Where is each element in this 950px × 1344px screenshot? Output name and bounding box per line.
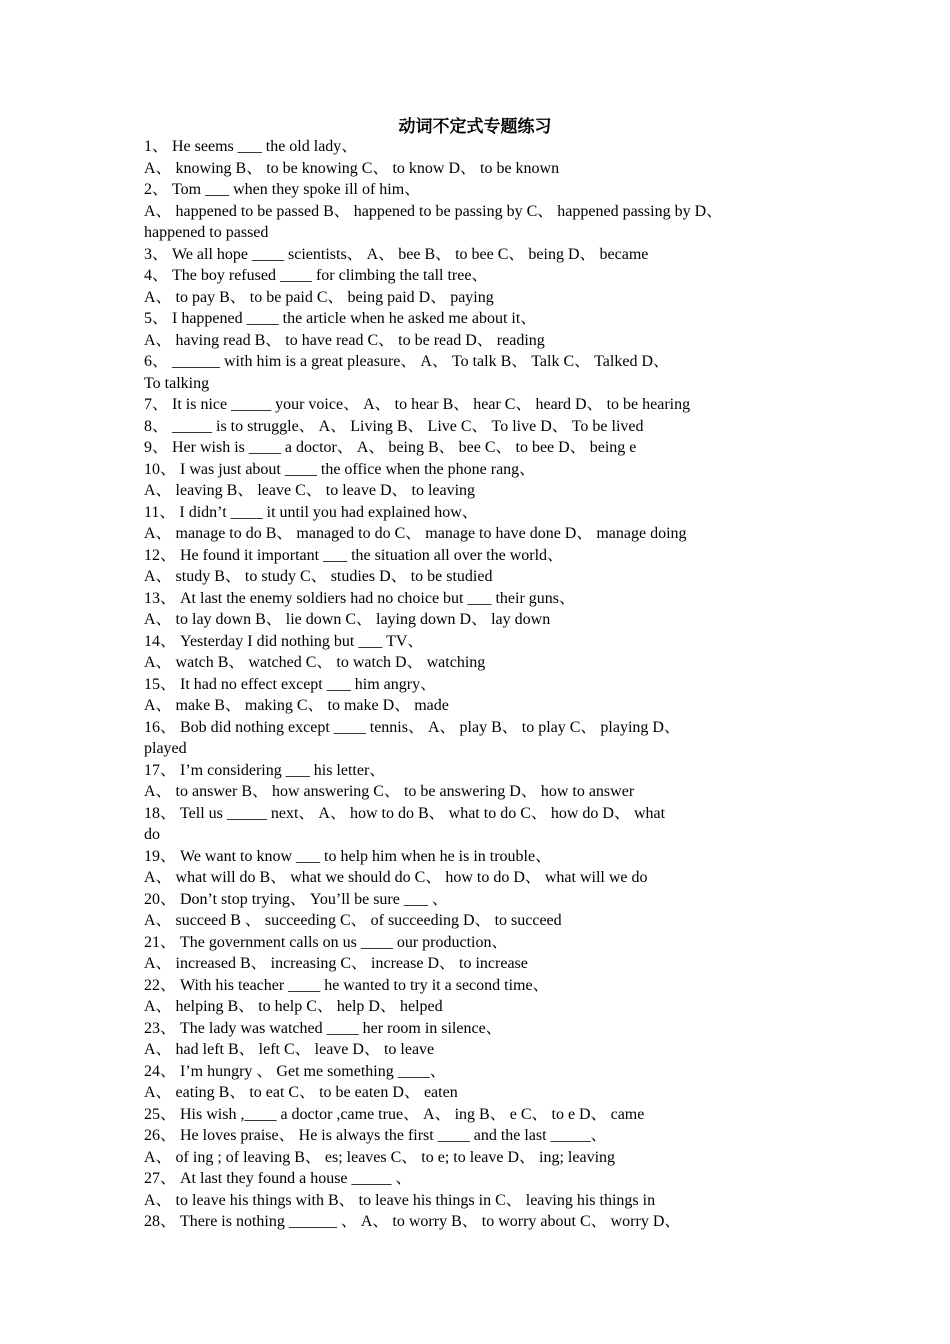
text-line: A、 having read B、 to have read C、 to be read D、 reading: [144, 331, 545, 349]
text-line: 17、 I’m considering ___ his letter、: [144, 761, 386, 779]
text-line: 4、 The boy refused ____ for climbing the tall tree、: [144, 267, 488, 284]
text-line: 23、 The lady was watched ____ her room in silence、: [144, 1019, 502, 1037]
text-line: 28、 There is nothing ______ 、 A、 to worry B、 to worry about C、 worry D、: [144, 1213, 681, 1230]
text-line: 14、 Yesterday I did nothing but ___ TV、: [144, 632, 424, 650]
text-line: 12、 He found it important ___ the situation all over the world、: [144, 546, 564, 564]
text-line: 21、 The government calls on us ____ our production、: [144, 933, 508, 951]
text-line: 13、 At last the enemy soldiers had no choice but ___ their guns、: [144, 589, 576, 607]
text-line: 8、 _____ is to struggle、 A、 Living B、 Live C、 To live D、 To be lived: [144, 417, 644, 435]
text-line: 18、 Tell us _____ next、 A、 how to do B、 what to do C、 how do D、 what: [144, 804, 666, 822]
text-line: 5、 I happened ____ the article when he asked me about it、: [144, 310, 537, 327]
text-line: 27、 At last they found a house _____ 、: [144, 1170, 412, 1187]
text-line: A、 knowing B、 to be knowing C、 to know D、 to be known: [144, 159, 560, 177]
text-line: A、 make B、 making C、 to make D、 made: [144, 697, 449, 714]
text-line: A、 to lay down B、 lie down C、 laying down D、 lay down: [144, 611, 551, 628]
page-title: 动词不定式专题练习: [398, 117, 552, 136]
text-line: A、 watch B、 watched C、 to watch D、 watching: [144, 654, 486, 671]
text-line: A、 to pay B、 to be paid C、 being paid D、 paying: [144, 288, 494, 306]
text-line: played: [144, 740, 187, 757]
text-line: A、 study B、 to study C、 studies D、 to be studied: [144, 568, 493, 585]
text-line: A、 had left B、 left C、 leave D、 to leave: [144, 1041, 435, 1058]
text-line: 19、 We want to know ___ to help him when he is in trouble、: [144, 847, 552, 865]
text-line: A、 manage to do B、 managed to do C、 manage to have done D、 manage doing: [144, 525, 687, 542]
text-line: A、 helping B、 to help C、 help D、 helped: [144, 998, 443, 1015]
text-line: A、 to leave his things with B、 to leave his things in C、 leaving his things in: [144, 1191, 656, 1209]
text-line: 3、 We all hope ____ scientists、 A、 bee B、 to bee C、 being D、 became: [144, 245, 649, 263]
text-line: 6、 ______ with him is a great pleasure、 A、 To talk B、 Talk C、 Talked D、: [144, 353, 670, 370]
text-line: happened to passed: [144, 224, 269, 241]
text-line: A、 to answer B、 how answering C、 to be answering D、 how to answer: [144, 783, 635, 800]
text-line: A、 what will do B、 what we should do C、 how to do D、 what will we do: [144, 869, 648, 886]
text-line: 25、 His wish ,____ a doctor ,came true、 A、 ing B、 e C、 to e D、 came: [144, 1105, 645, 1123]
text-line: To talking: [144, 374, 210, 392]
text-line: A、 leaving B、 leave C、 to leave D、 to leaving: [144, 482, 476, 499]
text-line: 11、 I didn’t ____ it until you had explained how、: [144, 503, 478, 521]
text-line: 22、 With his teacher ____ he wanted to try it a second time、: [144, 976, 549, 994]
text-line: A、 increased B、 increasing C、 increase D、 to increase: [144, 955, 528, 972]
text-line: 1、 He seems ___ the old lady、: [144, 138, 358, 155]
text-line: 2、 Tom ___ when they spoke ill of him、: [144, 181, 421, 198]
text-line: 15、 It had no effect except ___ him angry、: [144, 675, 437, 693]
text-line: A、 eating B、 to eat C、 to be eaten D、 eaten: [144, 1084, 458, 1101]
text-line: A、 succeed B 、 succeeding C、 of succeeding D、 to succeed: [144, 912, 562, 929]
text-line: do: [144, 826, 160, 843]
text-line: 24、 I’m hungry 、 Get me something ____、: [144, 1062, 446, 1080]
text-line: 20、 Don’t stop trying、 You’ll be sure ___ 、: [144, 890, 448, 908]
text-line: 7、 It is nice _____ your voice、 A、 to hear B、 hear C、 heard D、 to be hearing: [144, 396, 691, 413]
document-body: [144, 136, 810, 1233]
text-line: A、 of ing ; of leaving B、 es; leaves C、 to e; to leave D、 ing; leaving: [144, 1148, 616, 1166]
text-line: 26、 He loves praise、 He is always the first ____ and the last _____、: [144, 1127, 607, 1144]
text-line: 9、 Her wish is ____ a doctor、 A、 being B、 bee C、 to bee D、 being e: [144, 439, 637, 456]
text-line: A、 happened to be passed B、 happened to be passing by C、 happened passing by D、: [144, 202, 723, 220]
text-line: 16、 Bob did nothing except ____ tennis、 A、 play B、 to play C、 playing D、: [144, 718, 680, 736]
text-line: 10、 I was just about ____ the office when the phone rang、: [144, 460, 536, 478]
